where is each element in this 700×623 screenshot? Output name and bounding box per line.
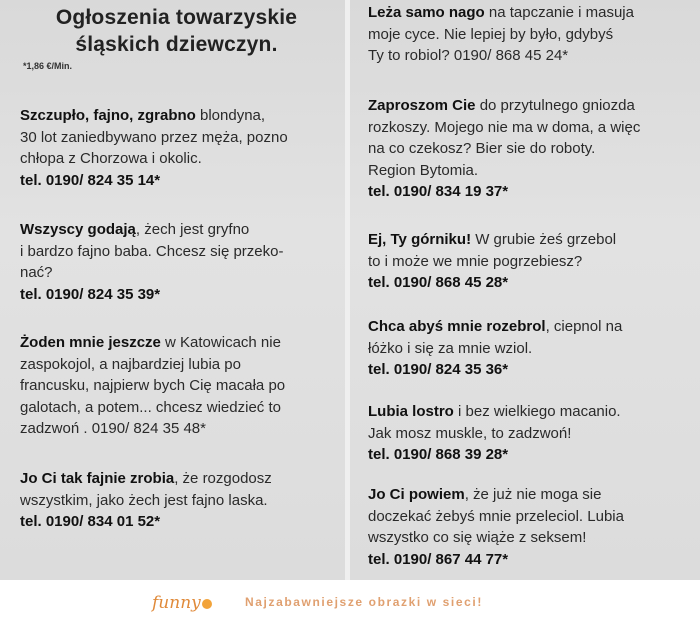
ad-lead: Jo Ci tak fajnie zrobia — [20, 470, 175, 487]
ad-phone: tel. 0190/ 868 45 28* — [368, 274, 509, 291]
ad-text: blondyna, — [195, 107, 266, 124]
page-title — [8, 4, 345, 58]
ad-text: i bez wielkiego macanio. — [453, 403, 621, 420]
ad-item — [368, 401, 686, 466]
ad-lead: Zaproszom Cie — [368, 97, 476, 114]
ad-item — [368, 484, 686, 570]
ad-text: wszystkim, jako żech jest fajno laska. — [20, 491, 268, 509]
ad-phone: tel. 0190/ 867 44 77* — [368, 550, 509, 568]
ad-text: , że rozgodosz — [174, 470, 272, 487]
ad-item — [20, 105, 339, 191]
ad-text: , ciepnol na — [545, 318, 623, 335]
ad-text: na tapczanie i masuja — [484, 4, 634, 21]
ad-phone: tel. 0190/ 834 19 37* — [368, 183, 509, 200]
site-logo[interactable] — [152, 593, 212, 613]
ad-lead: Leża samo nago — [368, 4, 485, 21]
ad-phone: tel. 0190/ 834 01 52* — [20, 513, 161, 530]
ad-lead: Chca abyś mnie rozebrol — [368, 318, 546, 335]
ad-item — [368, 95, 686, 203]
ad-text: zaspokojol, a najbardziej lubia po — [20, 355, 241, 373]
ad-text: łóżko i się za mnie wziol. — [368, 339, 533, 357]
ad-text: Jak mosz muskle, to zadzwoń! — [368, 424, 572, 442]
ad-lead: Ej, Ty górniku! — [368, 231, 472, 248]
ad-text: 30 lot zaniedbywano przez męża, pozno — [20, 128, 288, 146]
column-gutter — [345, 0, 350, 580]
title-line-1: Ogłoszenia towarzyskie — [55, 6, 298, 29]
ad-item — [368, 229, 686, 294]
price-note: *1,86 €/Min. — [23, 61, 73, 71]
ad-text: Region Bytomia. — [368, 161, 479, 179]
ad-item — [368, 2, 686, 67]
ad-text: moje cyce. Nie lepiej by było, gdybyś — [368, 25, 614, 43]
ad-lead: Jo Ci powiem — [368, 486, 465, 503]
logo-dot-icon — [202, 599, 212, 609]
site-tagline: Najzabawniejsze obrazki w sieci! — [245, 595, 483, 609]
title-line-2: śląskich dziewczyn. — [75, 33, 278, 56]
ad-text: to i może we mnie pogrzebiesz? — [368, 252, 583, 270]
ad-text: chłopa z Chorzowa i okolic. — [20, 150, 202, 167]
ad-phone: zadzwoń . 0190/ 824 35 48* — [20, 420, 206, 437]
ad-text: wszystko co się wiąże z seksem! — [368, 529, 587, 546]
ad-phone: tel. 0190/ 824 35 36* — [368, 361, 509, 378]
ad-text: nać? — [20, 264, 53, 281]
ad-text: i bardzo fajno baba. Chcesz się przeko- — [20, 242, 284, 260]
ad-text: francusku, najpierw bych Cię macała po — [20, 377, 286, 394]
ad-phone: tel. 0190/ 868 39 28* — [368, 446, 509, 463]
ad-phone: tel. 0190/ 824 35 39* — [20, 285, 161, 303]
ad-text: do przytulnego gniozda — [475, 97, 635, 114]
left-column — [8, 0, 345, 530]
ad-text: , że już nie moga sie — [464, 486, 602, 503]
ad-phone: tel. 0190/ 824 35 14* — [20, 171, 161, 189]
site-footer — [0, 580, 700, 623]
logo-text: funny — [152, 593, 201, 613]
ad-text: , żech jest gryfno — [135, 221, 250, 238]
ad-item — [20, 332, 339, 440]
ad-text: galotach, a potem... chcesz wiedzieć to — [20, 398, 281, 416]
ad-item — [20, 219, 339, 305]
ad-item — [20, 468, 339, 533]
ad-lead: Wszyscy godają — [20, 221, 136, 238]
ad-text: Ty to robiol? 0190/ 868 45 24* — [368, 47, 569, 64]
ad-text: w Katowicach nie — [160, 334, 281, 351]
ad-text: na co czekosz? Bier sie do roboty. — [368, 140, 596, 157]
ad-text: rozkoszy. Mojego nie ma w doma, a więc — [368, 118, 641, 136]
ad-text: W grubie żeś grzebol — [471, 231, 617, 248]
ad-lead: Żoden mnie jeszcze — [20, 334, 161, 351]
ad-text: doczekać żebyś mnie przeleciol. Lubia — [368, 507, 624, 525]
ad-lead: Szczupło, fajno, zgrabno — [20, 107, 196, 124]
ad-lead: Lubia lostro — [368, 403, 454, 420]
ad-item — [368, 316, 686, 381]
